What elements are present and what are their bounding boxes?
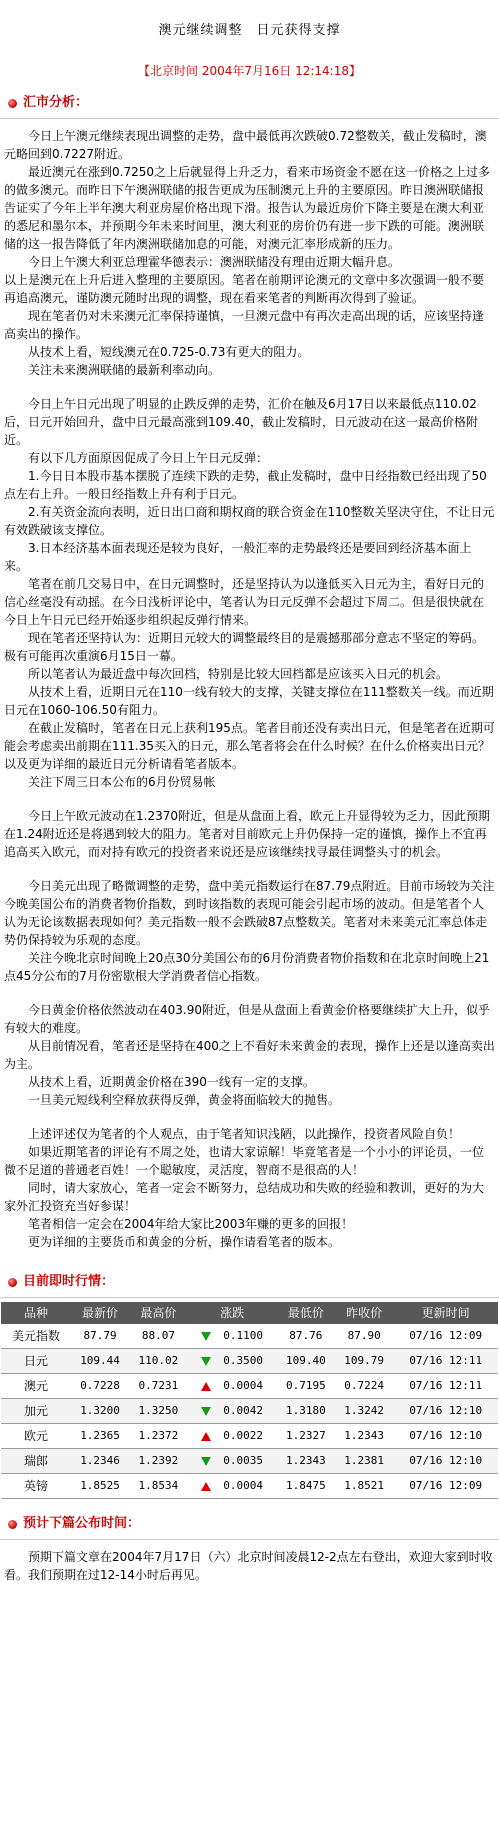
- cell-last: 87.79: [71, 1324, 129, 1349]
- cell-last: 1.2365: [71, 1424, 129, 1449]
- analysis-heading: [8, 94, 499, 112]
- analysis-paragraph: 从技术上看，近期日元在110一线有较大的支撑，关键支撑位在111整数关一线。而近期日元在1060-106.50有阻力。: [4, 685, 494, 717]
- cell-prev: 109.79: [335, 1349, 393, 1374]
- cell-prev: 1.2381: [335, 1449, 393, 1474]
- triangle-up-icon: [201, 1432, 211, 1441]
- cell-name: 加元: [1, 1399, 71, 1424]
- analysis-paragraph: 从技术上看，短线澳元在0.725-0.73有更大的阻力。: [28, 345, 310, 359]
- quotes-heading: [8, 1273, 499, 1291]
- next-heading: [8, 1515, 499, 1533]
- section-divider: [0, 118, 499, 119]
- analysis-paragraph: 如果近期笔者的评论有不周之处，也请大家谅解！毕竟笔者是一个小小的评论员，一位微不足道的普通老百姓！一个聪敏度，灵活度，智商不是很高的人！: [4, 1145, 485, 1177]
- cell-name: 日元: [1, 1349, 71, 1374]
- change-cell: [188, 1449, 277, 1474]
- change-cell: [188, 1399, 277, 1424]
- change-value: 0.0042: [223, 1404, 263, 1417]
- change-value: 0.0004: [223, 1479, 263, 1492]
- column-header: 更新时间: [393, 1302, 498, 1324]
- column-header: 最高价: [129, 1302, 187, 1324]
- change-cell: [188, 1349, 277, 1374]
- cell-last: 1.8525: [71, 1474, 129, 1499]
- analysis-heading-label: 汇市分析：: [23, 95, 89, 110]
- change-value: 0.0004: [223, 1379, 263, 1392]
- triangle-up-icon: [201, 1482, 211, 1491]
- analysis-paragraph: 更为详细的主要货币和黄金的分析，操作请看笔者的版本。: [28, 1235, 341, 1249]
- change-value: 0.1100: [223, 1329, 263, 1342]
- analysis-paragraph: 2.有关资金流向表明，近日出口商和期权商的联合资金在110整数关坚决守住，不让日元有效跌破该支撑位。: [4, 505, 495, 537]
- cell-last: 1.3200: [71, 1399, 129, 1424]
- analysis-paragraph: 今日黄金价格依然波动在403.90附近，但是从盘面上看黄金价格要继续扩大上升，似乎有较大的难度。: [4, 1003, 490, 1035]
- cell-last: 0.7228: [71, 1374, 129, 1399]
- column-header: 涨跌: [188, 1302, 277, 1324]
- next-heading-label: 预计下篇公布时间：: [23, 1516, 141, 1531]
- analysis-paragraph: 上述评述仅为笔者的个人观点，由于笔者知识浅陋，以此操作，投资者风险自负！: [28, 1127, 461, 1141]
- triangle-down-icon: [201, 1457, 211, 1466]
- analysis-paragraph: 同时，请大家放心，笔者一定会不断努力，总结成功和失败的经验和教训，更好的为大家外汇投资充当好参谋！: [4, 1181, 485, 1213]
- red-bullet-icon: [8, 99, 17, 108]
- cell-low: 1.2343: [277, 1449, 335, 1474]
- change-cell: [188, 1424, 277, 1449]
- change-value: 0.0022: [223, 1429, 263, 1442]
- cell-high: 1.3250: [129, 1399, 187, 1424]
- analysis-paragraph: 笔者在前几交易日中，在日元调整时，还是坚持认为以逢低买入日元为主，看好日元的信心丝毫没有动摇。在今日浅析评论中，笔者认为日元反弹不会超过下周二。但是很快就在今日上午日元已经开始逐步组织起反弹行情来。: [4, 577, 485, 627]
- table-row: [1, 1374, 498, 1399]
- cell-prev: 0.7224: [335, 1374, 393, 1399]
- article-page: [0, 22, 499, 1584]
- quotes-heading-label: 目前即时行情：: [23, 1274, 115, 1289]
- next-paragraph: 预期下篇文章在2004年7月17日（六）北京时间凌晨12-2点左右登出，欢迎大家到时收看。我们预期在过12-14小时后再见。: [4, 1550, 493, 1582]
- analysis-paragraph: 今日美元出现了略微调整的走势，盘中美元指数运行在87.79点附近。目前市场较为关注今晚美国公布的消费者物价指数，到时该指数的表现可能会引起市场的波动。但是笔者个人认为无论该数据表现如何？美元指数一般不会跌破87点整数关。笔者对未来美元汇率总体走势仍保持较为乐观的态度。: [4, 879, 495, 947]
- cell-time: 07/16 12:09: [393, 1474, 498, 1499]
- analysis-paragraph: 从目前情况看，笔者还是坚持在400之上不看好未来黄金的表现，操作上还是以逢高卖出为主。: [4, 1039, 495, 1071]
- cell-low: 1.2327: [277, 1424, 335, 1449]
- column-header: 最低价: [277, 1302, 335, 1324]
- cell-time: 07/16 12:11: [393, 1349, 498, 1374]
- table-row: [1, 1424, 498, 1449]
- cell-last: 1.2346: [71, 1449, 129, 1474]
- next-body: [0, 1548, 499, 1584]
- triangle-down-icon: [201, 1407, 211, 1416]
- cell-time: 07/16 12:11: [393, 1374, 498, 1399]
- analysis-paragraph: 在截止发稿时，笔者在日元上获利195点。笔者目前还没有卖出日元，但是笔者在近期可能会考虑卖出前期在111.35买入的日元，那么笔者将会在什么时候？在什么价格卖出日元？以及更为详细的最近日元分析请看笔者版本。: [4, 721, 495, 771]
- triangle-up-icon: [201, 1382, 211, 1391]
- table-row: [1, 1324, 498, 1349]
- cell-name: 英镑: [1, 1474, 71, 1499]
- analysis-paragraph: 关注未来澳洲联储的最新利率动向。: [28, 363, 221, 377]
- cell-low: 109.40: [277, 1349, 335, 1374]
- cell-name: 美元指数: [1, 1324, 71, 1349]
- cell-name: 瑞郎: [1, 1449, 71, 1474]
- table-row: [1, 1399, 498, 1424]
- analysis-paragraph: 关注今晚北京时间晚上20点30分美国公布的6月份消费者物价指数和在北京时间晚上21点45分公布的7月份密歇根大学消费者信心指数。: [4, 951, 490, 983]
- cell-low: 1.3180: [277, 1399, 335, 1424]
- triangle-down-icon: [201, 1332, 211, 1341]
- cell-time: 07/16 12:10: [393, 1424, 498, 1449]
- cell-low: 1.8475: [277, 1474, 335, 1499]
- cell-high: 110.02: [129, 1349, 187, 1374]
- cell-low: 87.76: [277, 1324, 335, 1349]
- analysis-paragraph: 有以下几方面原因促成了今日上午日元反弹：: [28, 451, 269, 465]
- cell-low: 0.7195: [277, 1374, 335, 1399]
- analysis-paragraph: 一旦美元短线利空释放获得反弹，黄金将面临较大的抛售。: [28, 1093, 341, 1107]
- cell-high: 1.2392: [129, 1449, 187, 1474]
- analysis-paragraph: 现在笔者仍对未来澳元汇率保持谨慎，一旦澳元盘中有再次走高出现的话，应该坚持逢高卖出的操作。: [4, 309, 485, 341]
- analysis-paragraph: 最近澳元在涨到0.7250之上后就显得上升乏力，看来市场资金不愿在这一价格之上过多的做多澳元。而昨日下午澳洲联储的报告更成为压制澳元上升的主要原因。昨日澳洲联储报告证实了今年上半年澳大利亚房屋价格出现下滑。报告认为最近房价下降主要是在澳大利亚的悉尼和墨尔本，并预期今年未来时间里，澳大利亚的房价仍有进一步下跌的可能。澳洲联储的这一报告降低了年内澳洲联储加息的可能，对澳元汇率形成新的压力。: [4, 165, 490, 251]
- cell-time: 07/16 12:09: [393, 1324, 498, 1349]
- change-cell: [188, 1374, 277, 1399]
- change-cell: [188, 1324, 277, 1349]
- cell-name: 澳元: [1, 1374, 71, 1399]
- cell-prev: 87.90: [335, 1324, 393, 1349]
- table-row: [1, 1474, 498, 1499]
- section-divider: [0, 1539, 499, 1540]
- quotes-header-row: [1, 1302, 498, 1324]
- analysis-paragraph: 关注下周三日本公布的6月份贸易帐: [28, 775, 216, 789]
- change-value: 0.3500: [223, 1354, 263, 1367]
- column-header: 昨收价: [335, 1302, 393, 1324]
- analysis-paragraph: 从技术上看，近期黄金价格在390一线有一定的支撑。: [28, 1075, 315, 1089]
- column-header: 品种: [1, 1302, 71, 1324]
- analysis-body: [0, 127, 499, 1251]
- red-bullet-icon: [8, 1278, 17, 1287]
- cell-high: 1.2372: [129, 1424, 187, 1449]
- cell-prev: 1.3242: [335, 1399, 393, 1424]
- cell-high: 0.7231: [129, 1374, 187, 1399]
- cell-time: 07/16 12:10: [393, 1399, 498, 1424]
- table-row: [1, 1349, 498, 1374]
- triangle-down-icon: [201, 1357, 211, 1366]
- cell-last: 109.44: [71, 1349, 129, 1374]
- cell-time: 07/16 12:10: [393, 1449, 498, 1474]
- change-value: 0.0035: [223, 1454, 263, 1467]
- analysis-paragraph: 今日上午日元出现了明显的止跌反弹的走势，汇价在触及6月17日以来最低点110.02后，日元开始回升，盘中日元最高涨到109.40，截止发稿时，日元波动在这一最高价格附近。: [4, 397, 478, 447]
- analysis-paragraph: 今日上午欧元波动在1.2370附近，但是从盘面上看，欧元上升显得较为乏力，因此预期在1.24附近还是将遇到较大的阻力。笔者对目前欧元上升仍保持一定的谨慎，操作上不宜再追高买入欧元，而对持有欧元的投资者来说还是应该继续找寻最佳调整头寸的机会。: [4, 809, 490, 859]
- article-title: 澳元继续调整 日元获得支撑: [158, 23, 341, 38]
- cell-high: 1.8534: [129, 1474, 187, 1499]
- publish-timestamp: 【北京时间 2004年7月16日 12:14:18】: [138, 64, 361, 78]
- table-row: [1, 1449, 498, 1474]
- analysis-paragraph: 今日上午澳元继续表现出调整的走势，盘中最低再次跌破0.72整数关，截止发稿时，澳元略回到0.7227附近。: [4, 129, 487, 161]
- analysis-paragraph: 1.今日日本股市基本摆脱了连续下跌的走势，截止发稿时，盘中日经指数已经出现了50点左右上升。一般日经指数上升有利于日元。: [4, 469, 487, 501]
- analysis-paragraph: 3.日本经济基本面表现还是较为良好，一般汇率的走势最终还是要回到经济基本面上来。: [4, 541, 472, 573]
- cell-prev: 1.8521: [335, 1474, 393, 1499]
- cell-prev: 1.2343: [335, 1424, 393, 1449]
- cell-high: 88.07: [129, 1324, 187, 1349]
- quotes-table: [1, 1302, 498, 1499]
- analysis-paragraph: 现在笔者还坚持认为：近期日元较大的调整最终目的是震撼那部分意志不坚定的筹码。极有可能再次重演6月15日一幕。: [4, 631, 485, 663]
- red-bullet-icon: [8, 1520, 17, 1529]
- analysis-paragraph: 笔者相信一定会在2004年给大家比2003年赚的更多的回报！: [28, 1217, 354, 1231]
- analysis-paragraph: 今日上午澳大利亚总理霍华德表示：澳洲联储没有理由近期大幅升息。: [28, 255, 401, 269]
- column-header: 最新价: [71, 1302, 129, 1324]
- change-cell: [188, 1474, 277, 1499]
- analysis-paragraph: 以上是澳元在上升后进入整理的主要原因。笔者在前期评论澳元的文章中多次强调一般不要再追高澳元，谨防澳元随时出现的调整，现在看来笔者的判断再次得到了验证。: [4, 273, 485, 305]
- section-divider: [0, 1297, 499, 1298]
- analysis-paragraph: 所以笔者认为最近盘中每次回档，特别是比较大回档都是应该买入日元的机会。: [28, 667, 449, 681]
- cell-name: 欧元: [1, 1424, 71, 1449]
